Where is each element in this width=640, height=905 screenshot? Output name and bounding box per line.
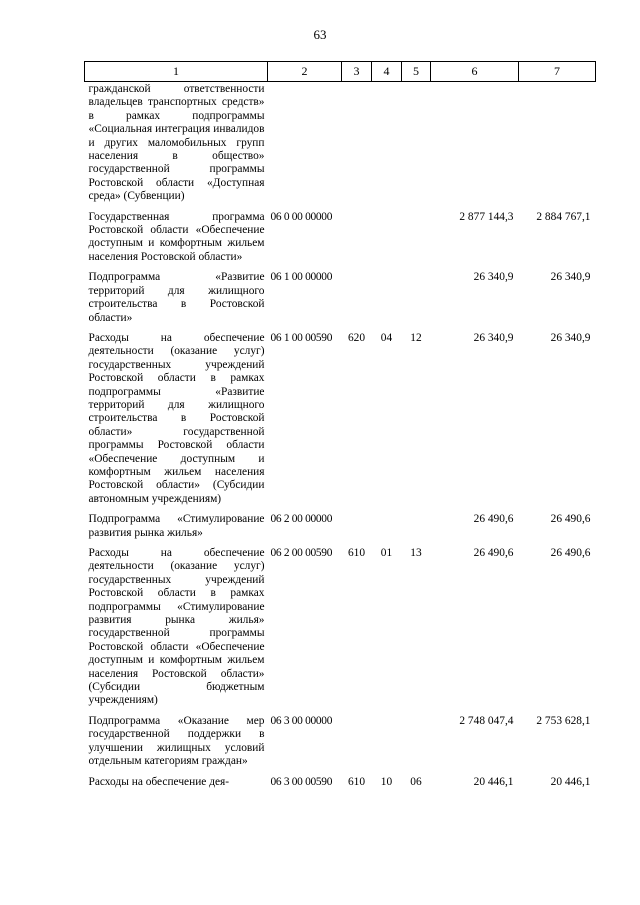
section: 04 — [380, 331, 393, 344]
amount-year2 — [519, 82, 596, 211]
target-code: 06 3 00 00000 — [270, 714, 333, 727]
header-cell: 4 — [372, 62, 402, 82]
target-code: 06 1 00 00590 — [270, 331, 333, 344]
header-cell: 1 — [85, 62, 268, 82]
item-description: гражданской ответственности владельцев транспортных средств» в рамках подпрограммы «Социальная интеграция инвалидов и других маломобильных групп населения в общество» государственной программы Ростовской области «Доступная среда» (Субвенции) — [88, 83, 265, 203]
amount-year1: 26 490,6 — [473, 547, 514, 559]
item-description: Подпрограмма «Оказание мер государственной поддержки в улучшении жилищных условий отдельным категориям граждан» — [88, 714, 265, 768]
page-number: 63 — [313, 27, 327, 42]
table-row — [85, 513, 596, 547]
amount-year1: 2 748 047,4 — [459, 714, 514, 727]
section — [372, 271, 402, 332]
table-row — [85, 82, 596, 211]
section — [372, 513, 402, 547]
expense-type — [342, 271, 372, 332]
header-cell: 5 — [402, 62, 431, 82]
expense-type: 620 — [347, 331, 366, 344]
subsection — [402, 513, 431, 547]
amount-year1: 26 340,9 — [473, 331, 514, 344]
amount-year1: 20 446,1 — [473, 775, 514, 788]
expense-type: 610 — [347, 547, 366, 559]
amount-year2: 26 490,6 — [550, 513, 591, 526]
section — [372, 82, 402, 211]
section — [372, 211, 402, 272]
subsection — [402, 211, 431, 272]
section: 01 — [380, 547, 393, 559]
amount-year2: 26 340,9 — [550, 271, 591, 284]
amount-year1: 26 490,6 — [473, 513, 514, 526]
subsection — [402, 715, 431, 776]
table-row — [85, 715, 596, 776]
header-row — [85, 62, 596, 82]
expense-type — [342, 513, 372, 547]
target-code — [268, 82, 342, 211]
expense-type: 610 — [347, 775, 366, 788]
amount-year1: 26 340,9 — [473, 271, 514, 284]
item-description: Подпрограмма «Стимулирование развития рынка жилья» — [88, 513, 265, 539]
section — [372, 715, 402, 776]
target-code: 06 2 00 00000 — [270, 513, 333, 526]
amount-year2: 2 884 767,1 — [536, 210, 591, 223]
item-description: Расходы на обеспечение деятельности (оказание услуг) государственных учреждений Ростовской области в рамках подпрограммы «Стимулирование развития рынка жилья» государственной программы Ростовской области «Обеспечение доступным и комфортным жильем населения Ростовской области» (Субсидии бюджетным учреждениям) — [88, 547, 265, 707]
table-row — [85, 332, 596, 513]
amount-year2: 20 446,1 — [550, 775, 591, 788]
item-description: Расходы на обеспечение деятельности (оказание услуг) государственных учреждений Ростовской области в рамках подпрограммы «Развитие территорий для жилищного строительства в Ростовской области» государственной программы Ростовской области «Обеспечение доступным и комфортным жильем населения Ростовской области» (Субсидии автономным учреждениям) — [88, 331, 265, 505]
target-code: 06 2 00 00590 — [270, 547, 333, 559]
subsection — [402, 82, 431, 211]
subsection: 13 — [410, 547, 422, 559]
header-cell: 2 — [268, 62, 342, 82]
subsection: 12 — [410, 331, 422, 344]
expense-type — [342, 82, 372, 211]
header-cell: 6 — [431, 62, 519, 82]
amount-year1 — [431, 82, 519, 211]
item-description: Расходы на обеспечение дея- — [88, 775, 230, 788]
subsection: 06 — [410, 775, 422, 788]
header-cell: 7 — [519, 62, 596, 82]
table-row — [85, 547, 596, 715]
amount-year1: 2 877 144,3 — [459, 210, 514, 223]
budget-table — [84, 61, 596, 796]
amount-year2: 2 753 628,1 — [536, 714, 591, 727]
amount-year2: 26 340,9 — [550, 331, 591, 344]
item-description: Подпрограмма «Развитие территорий для жилищного строительства в Ростовской области» — [88, 271, 265, 324]
amount-year2: 26 490,6 — [550, 547, 591, 559]
target-code: 06 3 00 00590 — [270, 775, 333, 788]
section: 10 — [380, 775, 393, 788]
target-code: 06 0 00 00000 — [270, 210, 333, 223]
table-row — [85, 211, 596, 272]
expense-type — [342, 715, 372, 776]
table-row — [85, 271, 596, 332]
table-row — [85, 776, 596, 796]
target-code: 06 1 00 00000 — [270, 271, 333, 284]
expense-type — [342, 211, 372, 272]
item-description: Государственная программа Ростовской области «Обеспечение доступным и комфортным жильем населения Ростовской области» — [88, 210, 265, 263]
subsection — [402, 271, 431, 332]
header-cell: 3 — [342, 62, 372, 82]
